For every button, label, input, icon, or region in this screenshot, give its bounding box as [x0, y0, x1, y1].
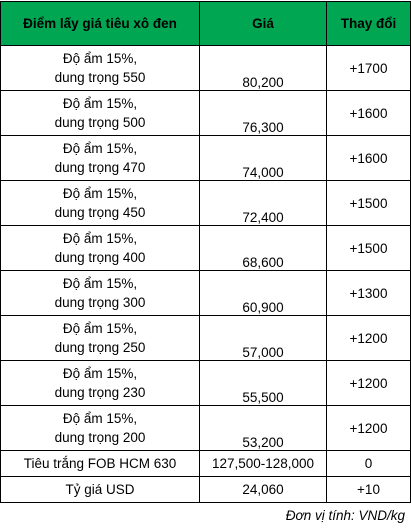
- change-cell: +1300: [327, 271, 411, 316]
- change-cell: +1600: [327, 136, 411, 181]
- location-line1: Độ ẩm 15%,: [62, 186, 138, 201]
- change-cell: 0: [327, 451, 411, 477]
- price-cell: 55,500: [200, 361, 327, 406]
- location-line1: Độ ẩm 15%,: [62, 366, 138, 381]
- table-row: [1, 46, 411, 91]
- price-cell: 53,200: [200, 406, 327, 451]
- header-location: Điểm lấy giá tiêu xô đen: [1, 2, 200, 46]
- location-line1: Độ ẩm 15%,: [62, 276, 138, 291]
- location-line2: dung trọng 450: [54, 205, 146, 220]
- price-table: [0, 1, 411, 503]
- location-cell: Tỷ giá USD: [1, 477, 200, 503]
- unit-note: Đơn vị tính: VND/kg: [285, 508, 405, 523]
- location-cell: [1, 46, 200, 91]
- table-row: [1, 361, 411, 406]
- price-cell: 68,600: [200, 226, 327, 271]
- header-change: Thay đổi: [327, 2, 411, 46]
- table-row: [1, 181, 411, 226]
- location-cell: [1, 271, 200, 316]
- table-body: [1, 46, 411, 503]
- location-cell: [1, 91, 200, 136]
- price-cell: 60,900: [200, 271, 327, 316]
- location-cell: [1, 406, 200, 451]
- location-line1: Độ ẩm 15%,: [62, 231, 138, 246]
- price-cell: 24,060: [200, 477, 327, 503]
- location-line2: dung trọng 400: [54, 250, 146, 265]
- location-cell: [1, 181, 200, 226]
- table-row: [1, 91, 411, 136]
- location-line1: Độ ẩm 15%,: [62, 96, 138, 111]
- header-row: [1, 2, 411, 46]
- price-cell: 74,000: [200, 136, 327, 181]
- location-cell: Tiêu trắng FOB HCM 630: [1, 451, 200, 477]
- price-cell: 76,300: [200, 91, 327, 136]
- price-cell: 80,200: [200, 46, 327, 91]
- location-line2: dung trọng 550: [54, 70, 146, 85]
- table-row: [1, 226, 411, 271]
- change-cell: +1600: [327, 91, 411, 136]
- location-cell: [1, 226, 200, 271]
- location-cell: [1, 361, 200, 406]
- location-cell: [1, 316, 200, 361]
- table-row: [1, 271, 411, 316]
- table-header: [1, 2, 411, 46]
- change-cell: +1500: [327, 181, 411, 226]
- change-cell: +1200: [327, 361, 411, 406]
- change-cell: +1200: [327, 316, 411, 361]
- table-row: [1, 316, 411, 361]
- location-line2: dung trọng 300: [54, 295, 146, 310]
- change-cell: +1200: [327, 406, 411, 451]
- location-line2: dung trọng 230: [54, 385, 146, 400]
- table-row: [1, 477, 411, 503]
- location-line1: Độ ẩm 15%,: [62, 411, 138, 426]
- price-cell: 127,500-128,000: [200, 451, 327, 477]
- location-line2: dung trọng 470: [54, 160, 146, 175]
- location-line1: Độ ẩm 15%,: [62, 321, 138, 336]
- change-cell: +10: [327, 477, 411, 503]
- location-line2: dung trọng 200: [54, 430, 146, 445]
- price-cell: 57,000: [200, 316, 327, 361]
- location-line2: dung trọng 500: [54, 115, 146, 130]
- price-cell: 72,400: [200, 181, 327, 226]
- location-line2: dung trọng 250: [54, 340, 146, 355]
- table-row: [1, 451, 411, 477]
- table-row: [1, 136, 411, 181]
- header-price: Giá: [200, 2, 327, 46]
- location-line1: Độ ẩm 15%,: [62, 141, 138, 156]
- change-cell: +1500: [327, 226, 411, 271]
- location-line1: Độ ẩm 15%,: [62, 51, 138, 66]
- table-row: [1, 406, 411, 451]
- location-cell: [1, 136, 200, 181]
- change-cell: +1700: [327, 46, 411, 91]
